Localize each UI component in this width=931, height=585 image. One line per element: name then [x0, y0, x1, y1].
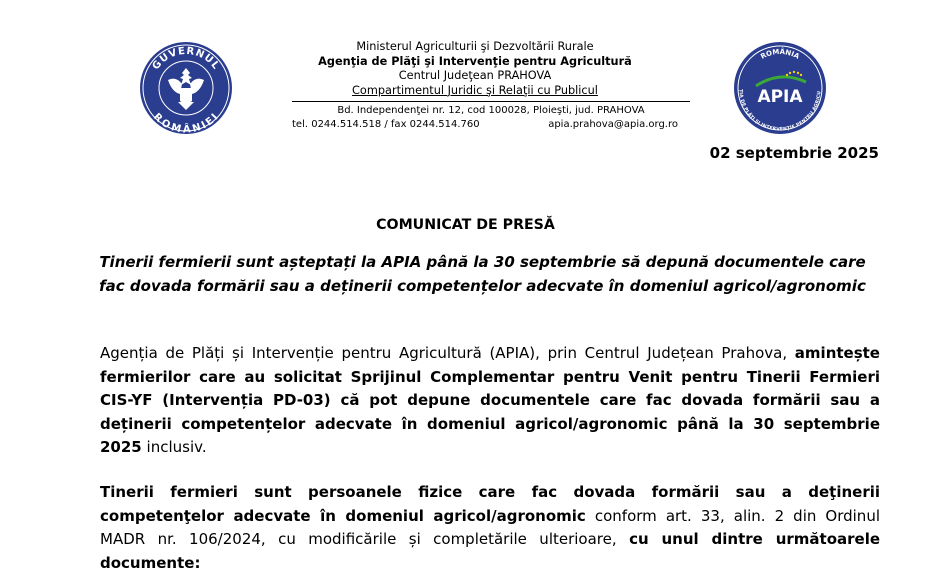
svg-text:ROMÂNIA: ROMÂNIA [759, 47, 801, 61]
county-center: Centrul Judeţean PRAHOVA [398, 69, 552, 82]
release-date: 02 septembrie 2025 [709, 144, 879, 162]
svg-text:APIA: APIA [757, 87, 803, 107]
header-divider [292, 101, 690, 102]
paragraph-1-bold: amintește fermierilor care au solicitat Sprijinul Complementar pentru Venit pentru Tinerii Fermieri CIS-YF (Intervenția PD-03) că pot depune documentele care fac dovada formării sau a deținerii competențelor adecvate în domeniul agricol/agronomic până la 30 septembrie 2025 [100, 344, 880, 456]
institution-header [260, 40, 690, 98]
paragraph-1 [100, 342, 880, 460]
paragraph-1-end: inclusiv. [146, 438, 207, 456]
paragraph-1-intro: Agenția de Plăți și Intervenție pentru Agricultură (APIA), prin Centrul Județean Prahova, [100, 344, 788, 362]
svg-text:AGENȚIA DE PLĂȚI ȘI INTERVENȚI: ȚIA DE PLĂȚI ȘI INTERVENȚIE PENTRU AGRICU [737, 89, 823, 133]
address: Bd. Independenţei nr. 12, cod 100028, Ploieşti, jud. PRAHOVA [337, 105, 645, 116]
release-headline: Tinerii fermierii sunt așteptați la APIA până la 30 septembrie să depună documentele care fac dovada formării sau a deținerii competențelor adecvate în domeniul agricol/agronomic [99, 253, 866, 295]
email: apia.prahova@apia.org.ro [548, 119, 678, 130]
svg-text:ROMÂNIEI: ROMÂNIEI [151, 111, 222, 136]
paragraph-2 [100, 481, 880, 575]
apia-logo [732, 40, 828, 136]
ministry-name: Ministerul Agriculturii şi Dezvoltării Rurale [356, 40, 594, 53]
paragraph-2-bold-end: cu unul dintre următoarele documente: [100, 530, 881, 572]
phone-fax: tel. 0244.514.518 / fax 0244.514.760 [292, 119, 480, 130]
contact-info [292, 104, 690, 132]
guvernul-romaniei-logo [138, 40, 234, 136]
paragraph-2-bold: Tinerii fermieri sunt persoanele fizice care fac dovada formării sau a deţinerii competenţelor adecvate în domeniul agricol/agronomic [100, 483, 880, 525]
agency-name: Agenţia de Plăţi şi Intervenţie pentru Agricultură [318, 54, 632, 68]
svg-text:GUVERNUL: GUVERNUL [150, 45, 222, 73]
department-name: Compartimentul Juridic şi Relaţii cu Publicul [352, 83, 598, 97]
paragraph-2-mid: conform art. 33, alin. 2 din Ordinul MADR nr. 106/2024, cu modificările și completările ulterioare, [100, 506, 880, 548]
press-release-label: COMUNICAT DE PRESĂ [376, 217, 555, 233]
